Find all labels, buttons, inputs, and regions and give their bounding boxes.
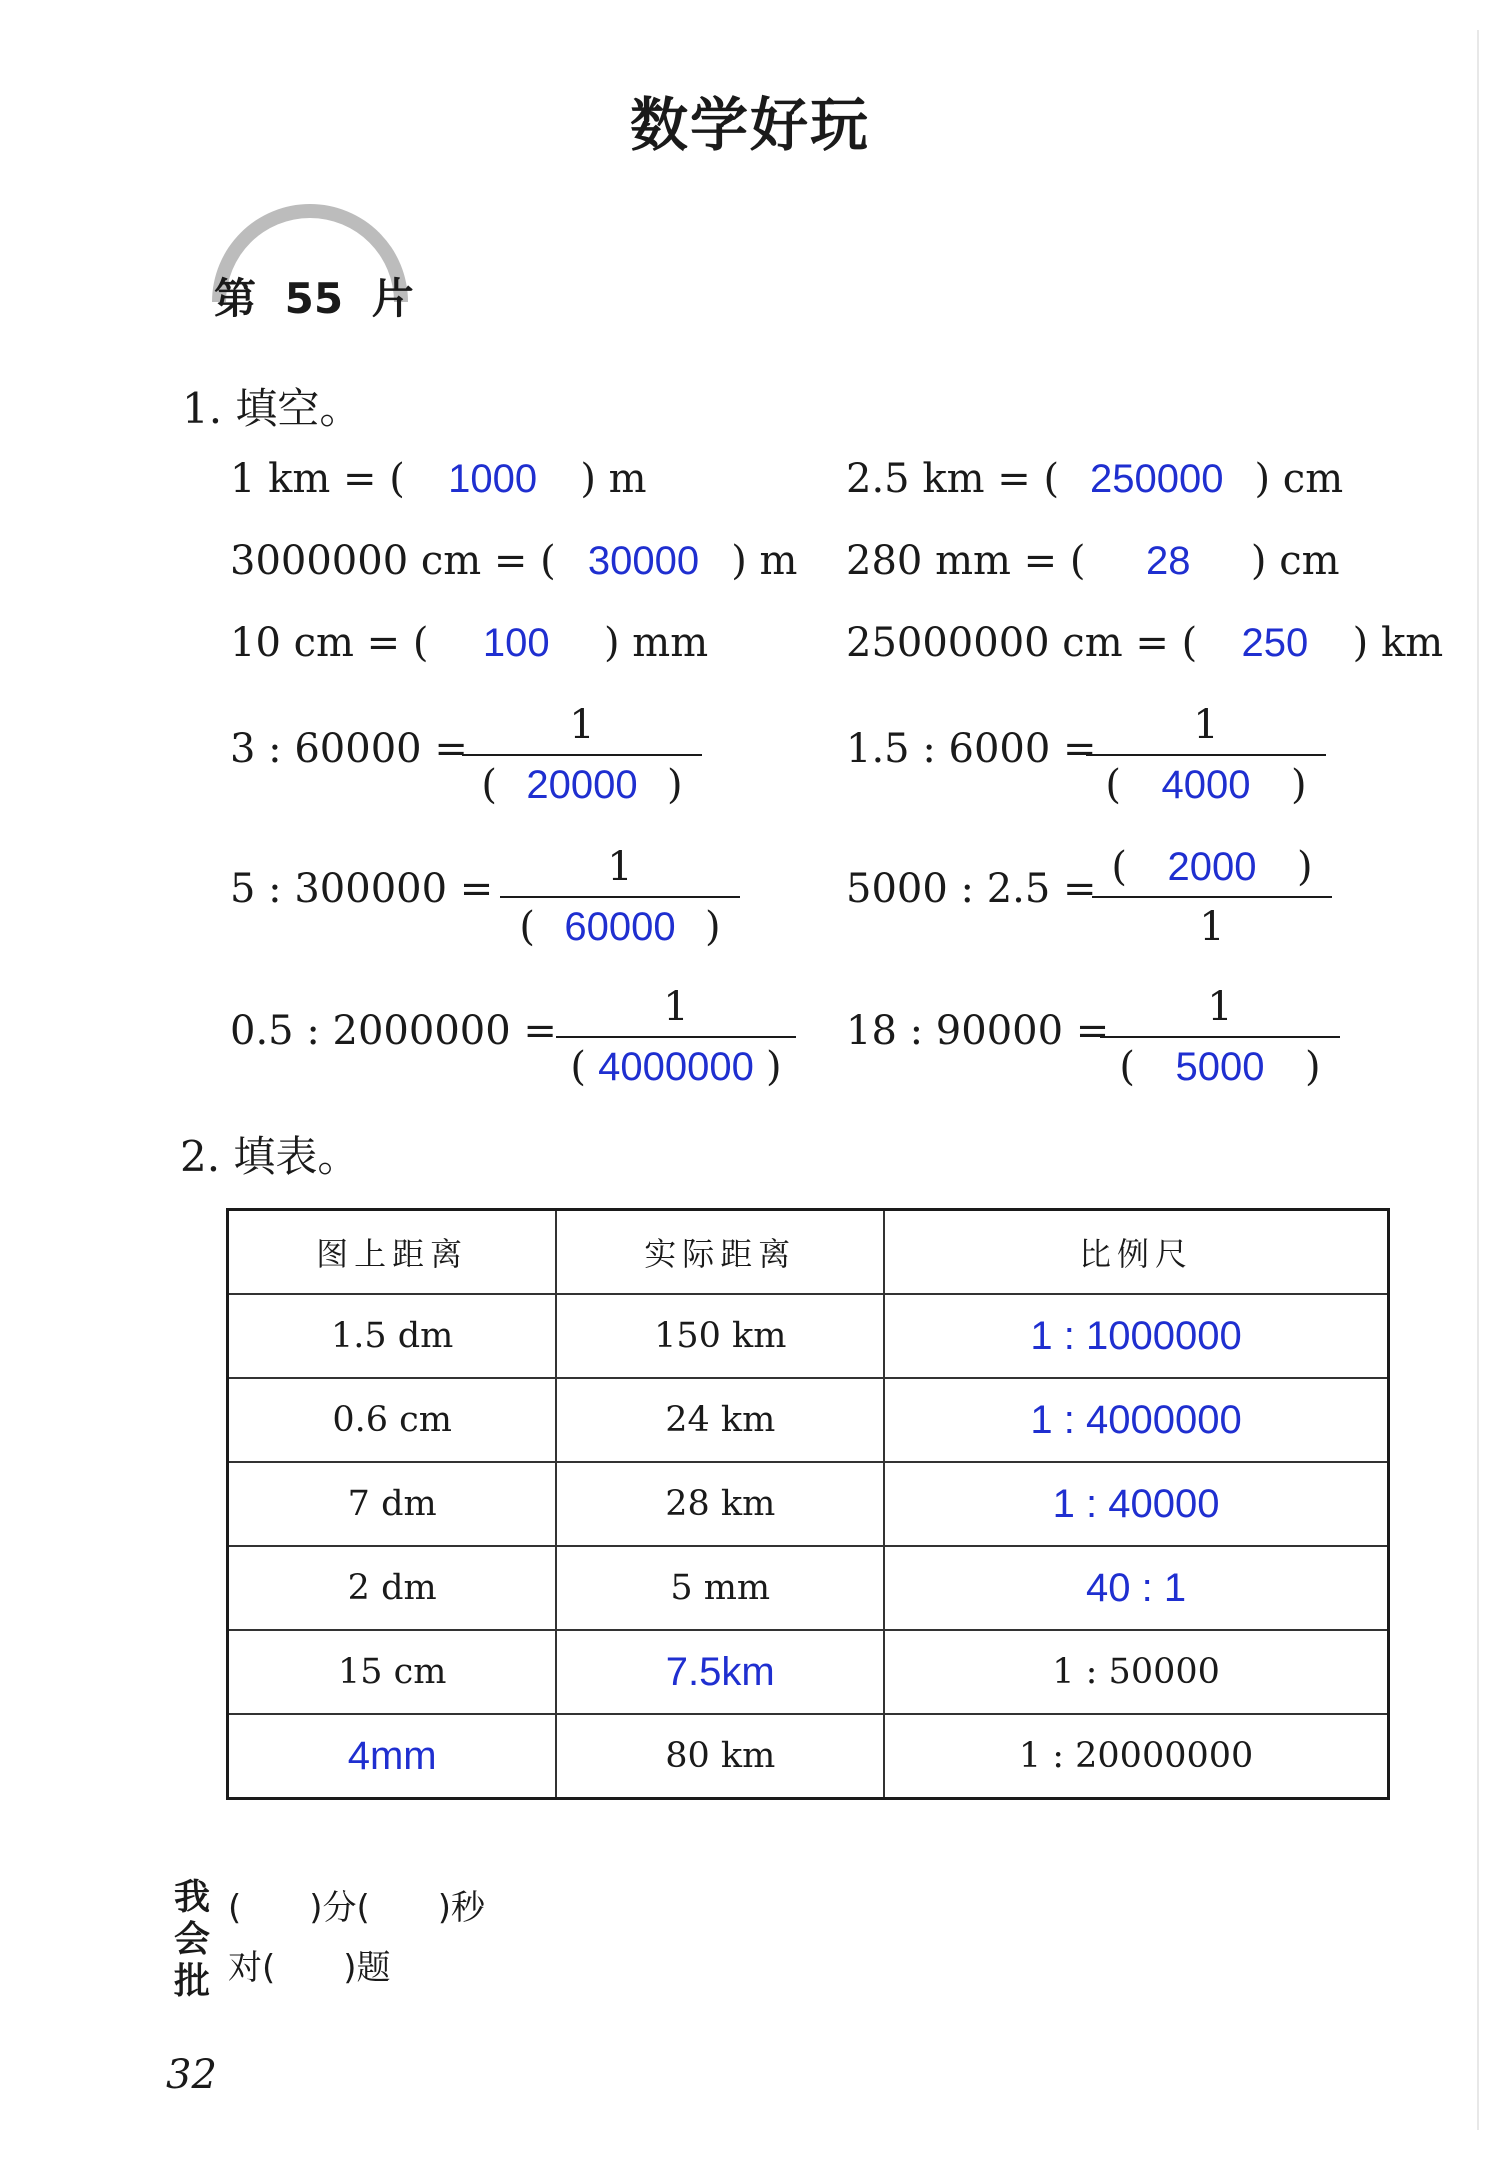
grading-tag: 我 会 批 bbox=[173, 1876, 210, 2002]
table-cell: 28 km bbox=[556, 1462, 884, 1546]
lesson-number: 55 bbox=[284, 274, 344, 323]
section-2-title: 2. 填表。 bbox=[180, 1132, 360, 1181]
column-header: 图上距离 bbox=[228, 1210, 557, 1295]
ratio-expression: 0.5 : 2000000 = bbox=[230, 1008, 557, 1054]
grading-time-line: ( )分( )秒 bbox=[228, 1888, 486, 1928]
answer-cell: 4mm bbox=[228, 1714, 557, 1799]
conversion-item: 10 cm = ( 100 ) mm bbox=[230, 620, 709, 666]
table-row bbox=[228, 1462, 1389, 1546]
ratio-expression: 5000 : 2.5 = bbox=[846, 866, 1097, 912]
table-cell: 7 dm bbox=[228, 1462, 557, 1546]
table-cell: 1.5 dm bbox=[228, 1294, 557, 1378]
page-number: 32 bbox=[166, 2052, 217, 2098]
answer-value: 30000 bbox=[587, 539, 700, 583]
answer-cell: 7.5km bbox=[556, 1630, 884, 1714]
answer-value: 250 bbox=[1241, 621, 1309, 665]
answer-value: 5000 bbox=[1175, 1045, 1265, 1089]
lesson-label bbox=[214, 266, 414, 326]
table-row bbox=[228, 1378, 1389, 1462]
table-row bbox=[228, 1630, 1389, 1714]
scale-table bbox=[226, 1208, 1390, 1800]
answer-value: 1000 bbox=[448, 457, 538, 501]
conversion-item: 3000000 cm = ( 30000 ) m bbox=[230, 538, 798, 584]
answer-value: 20000 bbox=[526, 763, 638, 807]
answer-value: 4000000 bbox=[598, 1045, 754, 1089]
conversion-item: 2.5 km = ( 250000 ) cm bbox=[846, 456, 1344, 502]
table-cell: 0.6 cm bbox=[228, 1378, 557, 1462]
table-cell: 2 dm bbox=[228, 1546, 557, 1630]
answer-value: 28 bbox=[1145, 539, 1191, 583]
ratio-expression: 18 : 90000 = bbox=[846, 1008, 1110, 1054]
table-row bbox=[228, 1714, 1389, 1799]
conversion-item: 280 mm = ( 28 ) cm bbox=[846, 538, 1340, 584]
table-cell: 1 : 20000000 bbox=[884, 1714, 1388, 1799]
ratio-expression: 5 : 300000 = bbox=[230, 866, 494, 912]
table-cell: 1 : 50000 bbox=[884, 1630, 1388, 1714]
column-header: 实际距离 bbox=[556, 1210, 884, 1295]
ratio-expression: 3 : 60000 = bbox=[230, 726, 468, 772]
table-cell: 150 km bbox=[556, 1294, 884, 1378]
fraction: 1 ( 4000000 ) bbox=[556, 978, 796, 1096]
table-row bbox=[228, 1294, 1389, 1378]
table-cell: 80 km bbox=[556, 1714, 884, 1799]
answer-value: 100 bbox=[482, 621, 550, 665]
fraction-numerator: 1 bbox=[607, 844, 633, 890]
fraction-denominator: 1 bbox=[1199, 904, 1225, 950]
conversion-item: 25000000 cm = ( 250 ) km bbox=[846, 620, 1444, 666]
page-title: 数学好玩 bbox=[629, 91, 870, 159]
fraction-numerator: 1 bbox=[663, 984, 689, 1030]
answer-cell: 1 : 4000000 bbox=[884, 1378, 1388, 1462]
answer-value: 60000 bbox=[564, 905, 676, 949]
lesson-suffix: 片 bbox=[371, 274, 414, 323]
answer-cell: 1 : 1000000 bbox=[884, 1294, 1388, 1378]
table-header-row bbox=[228, 1210, 1389, 1295]
table-cell: 24 km bbox=[556, 1378, 884, 1462]
fraction-numerator: 1 bbox=[569, 702, 595, 748]
fraction: 1 ( 5000 ) bbox=[1100, 978, 1340, 1096]
page-edge-shadow bbox=[1477, 30, 1479, 2130]
table-cell: 15 cm bbox=[228, 1630, 557, 1714]
ratio-expression: 1.5 : 6000 = bbox=[846, 726, 1097, 772]
lesson-prefix: 第 bbox=[214, 274, 257, 323]
fraction: ( 2000 ) 1 bbox=[1092, 838, 1332, 956]
fraction: 1 ( 20000 ) bbox=[462, 696, 702, 814]
answer-value: 4000 bbox=[1161, 763, 1251, 807]
fraction: 1 ( 60000 ) bbox=[500, 838, 740, 956]
fraction-numerator: 1 bbox=[1193, 702, 1219, 748]
conversion-item: 1 km = ( 1000 ) m bbox=[230, 456, 647, 502]
table-row bbox=[228, 1546, 1389, 1630]
column-header: 比例尺 bbox=[884, 1210, 1388, 1295]
table-cell: 5 mm bbox=[556, 1546, 884, 1630]
fraction-numerator: 1 bbox=[1207, 984, 1233, 1030]
grading-correct-line: 对( )题 bbox=[228, 1948, 391, 1988]
answer-value: 250000 bbox=[1090, 457, 1224, 501]
answer-value: 2000 bbox=[1167, 845, 1257, 889]
fraction: 1 ( 4000 ) bbox=[1086, 696, 1326, 814]
answer-cell: 1 : 40000 bbox=[884, 1462, 1388, 1546]
answer-cell: 40 : 1 bbox=[884, 1546, 1388, 1630]
section-1-title: 1. 填空。 bbox=[182, 384, 362, 433]
